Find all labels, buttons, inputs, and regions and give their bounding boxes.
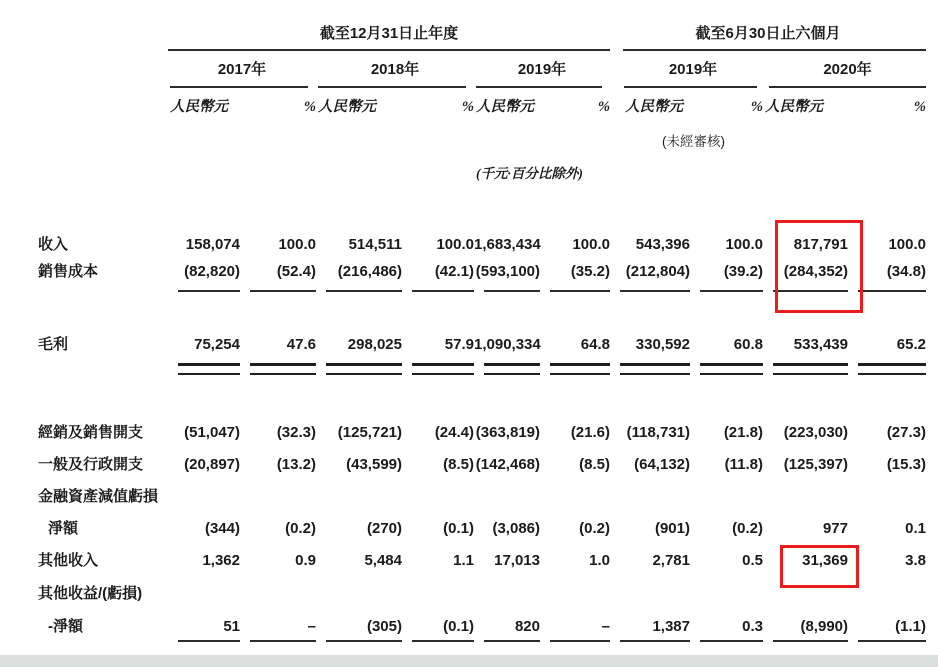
- cell-value: 100.0: [572, 236, 610, 253]
- year-2020-interim: 2020年: [823, 61, 872, 78]
- year-header-row: [38, 61, 926, 78]
- col-header-currency: 人民幣元: [625, 99, 683, 115]
- table-row: [38, 488, 926, 505]
- year-rule: [476, 86, 602, 88]
- cell-value: (0.2): [285, 520, 316, 537]
- cell-value: 533,439: [793, 336, 848, 353]
- table-row: [38, 424, 926, 441]
- cell-value: (3,086): [492, 520, 540, 537]
- single-rule: [700, 640, 763, 642]
- row-label: 收入: [38, 236, 69, 253]
- cell-value: 31,369: [802, 552, 848, 569]
- cell-value: 1,683,434: [474, 236, 541, 253]
- column-header-row: [38, 99, 926, 116]
- single-rule: [550, 640, 610, 642]
- row-label: 銷售成本: [38, 263, 99, 280]
- cell-value: (363,819): [475, 424, 540, 441]
- col-header-percent: %: [750, 99, 763, 115]
- cell-value: 17,013: [494, 552, 540, 569]
- cell-value: (344): [204, 520, 240, 537]
- cell-value: (142,468): [475, 456, 540, 473]
- cell-value: 820: [514, 618, 540, 635]
- cell-value: (125,397): [783, 456, 848, 473]
- annual-group-rule: [168, 49, 610, 51]
- cell-value: 100.0: [278, 236, 316, 253]
- cell-value: (27.3): [886, 424, 926, 441]
- single-rule: [412, 640, 474, 642]
- cell-value: (21.6): [570, 424, 610, 441]
- col-header-percent: %: [597, 99, 610, 115]
- cell-value: (8.5): [579, 456, 610, 473]
- single-rule: [178, 290, 240, 292]
- col-header-currency: 人民幣元: [765, 99, 823, 115]
- double-rule: [326, 363, 402, 375]
- single-rule: [178, 640, 240, 642]
- cell-value: (39.2): [723, 263, 763, 280]
- cell-value: 1.0: [589, 552, 610, 569]
- row-label: 其他收益/(虧損): [38, 585, 143, 602]
- col-header-currency: 人民幣元: [476, 99, 534, 115]
- cell-value: (15.3): [886, 456, 926, 473]
- double-rule: [250, 363, 316, 375]
- year-rule-row: [38, 86, 926, 88]
- table-row: [38, 618, 926, 635]
- double-rule: [412, 363, 474, 375]
- col-header-percent: %: [303, 99, 316, 115]
- cell-value: 1,090,334: [474, 336, 541, 353]
- cell-value: (223,030): [783, 424, 848, 441]
- cell-value: (305): [366, 618, 402, 635]
- highlight-box-other-income-2020: [780, 545, 859, 588]
- double-rule: [178, 363, 240, 375]
- double-rule: [700, 363, 763, 375]
- cell-value: (42.1): [434, 263, 474, 280]
- cell-value: 2,781: [652, 552, 690, 569]
- double-rule: [773, 363, 848, 375]
- year-rule: [624, 86, 757, 88]
- table-row: [38, 456, 926, 473]
- cell-value: (0.2): [579, 520, 610, 537]
- cell-value: 65.2: [896, 336, 926, 353]
- cell-value: (1.1): [895, 618, 926, 635]
- subtotal-rule-row: [38, 640, 926, 642]
- cell-value: 514,511: [348, 236, 402, 253]
- cell-value: (52.4): [276, 263, 316, 280]
- cell-value: (125,721): [337, 424, 402, 441]
- bottom-gray-band: [0, 655, 938, 667]
- cell-value: (20,897): [184, 456, 240, 473]
- single-rule: [484, 640, 540, 642]
- cell-value: (0.2): [732, 520, 763, 537]
- cell-value: 57.9: [444, 336, 474, 353]
- cell-value: (212,804): [625, 263, 690, 280]
- cell-value: (216,486): [337, 263, 402, 280]
- cell-value: (593,100): [475, 263, 540, 280]
- double-rule: [550, 363, 610, 375]
- single-rule: [484, 290, 540, 292]
- cell-value: 298,025: [347, 336, 402, 353]
- cell-value: 0.9: [295, 552, 316, 569]
- cell-value: (8,990): [800, 618, 848, 635]
- cell-value: 51: [223, 618, 240, 635]
- cell-value: (8.5): [443, 456, 474, 473]
- cell-value: 100.0: [888, 236, 926, 253]
- single-rule: [858, 290, 926, 292]
- single-rule: [620, 640, 690, 642]
- single-rule: [250, 290, 316, 292]
- cell-value: 330,592: [635, 336, 690, 353]
- row-label: 金融資產減值虧損: [38, 488, 159, 505]
- cell-value: (34.8): [886, 263, 926, 280]
- interim-group-rule: [623, 49, 926, 51]
- row-label: 毛利: [38, 336, 69, 353]
- cell-value: 5,484: [364, 552, 402, 569]
- single-rule: [700, 290, 763, 292]
- cell-value: (901): [654, 520, 690, 537]
- double-rule: [858, 363, 926, 375]
- cell-value: 0.5: [742, 552, 763, 569]
- year-2019: 2019年: [517, 61, 567, 78]
- cell-value: (43,599): [346, 456, 402, 473]
- unaudited-note-row: [38, 133, 926, 150]
- single-rule: [858, 640, 926, 642]
- cell-value: (0.1): [443, 618, 474, 635]
- year-2017: 2017年: [217, 61, 267, 78]
- cell-value: (284,352): [783, 263, 848, 280]
- single-rule: [773, 640, 848, 642]
- period-annual-title: 截至12月31日止年度: [319, 25, 459, 42]
- single-rule: [412, 290, 474, 292]
- row-label: 淨額: [48, 520, 79, 537]
- table-row: [38, 520, 926, 537]
- single-rule: [620, 290, 690, 292]
- cell-value: (32.3): [276, 424, 316, 441]
- row-label: 其他收入: [38, 552, 99, 569]
- cell-value: 977: [822, 520, 848, 537]
- highlight-box-revenue-2020: [775, 220, 863, 313]
- cell-value: (0.1): [443, 520, 474, 537]
- row-label: 經銷及銷售開支: [38, 424, 144, 441]
- cell-value: 1,387: [652, 618, 690, 635]
- period-group-rule-row: [38, 49, 926, 51]
- cell-value: 100.0: [436, 236, 474, 253]
- cell-value: (24.4): [434, 424, 474, 441]
- single-rule: [550, 290, 610, 292]
- units-note-row: [38, 165, 926, 182]
- period-group-header-row: [38, 25, 926, 42]
- cell-value: 64.8: [580, 336, 610, 353]
- cell-value: 60.8: [733, 336, 763, 353]
- row-label: -淨額: [48, 618, 83, 635]
- col-header-percent: %: [913, 99, 926, 115]
- single-rule: [326, 640, 402, 642]
- unaudited-note: (未經審核): [662, 134, 725, 149]
- col-header-currency: 人民幣元: [318, 99, 376, 115]
- cell-value: (51,047): [184, 424, 240, 441]
- cell-value: 0.1: [905, 520, 926, 537]
- double-rule: [620, 363, 690, 375]
- units-note: (千元·百分比除外): [476, 166, 583, 181]
- col-header-currency: 人民幣元: [170, 99, 228, 115]
- period-interim-title: 截至6月30日止六個月: [695, 25, 841, 42]
- cell-value: (11.8): [724, 456, 763, 473]
- year-2019-interim: 2019年: [668, 61, 718, 78]
- table-row: [38, 336, 926, 353]
- cell-value: (82,820): [184, 263, 240, 280]
- cell-value: 1.1: [453, 552, 474, 569]
- year-rule: [318, 86, 466, 88]
- year-rule: [170, 86, 308, 88]
- cell-value: 0.3: [742, 618, 763, 635]
- cell-value: –: [307, 618, 316, 635]
- cell-value: (13.2): [276, 456, 316, 473]
- cell-value: 1,362: [202, 552, 240, 569]
- cell-value: 3.8: [905, 552, 926, 569]
- cell-value: 543,396: [635, 236, 690, 253]
- cell-value: (270): [366, 520, 402, 537]
- cell-value: 817,791: [793, 236, 848, 253]
- row-label: 一般及行政開支: [38, 456, 144, 473]
- cell-value: (118,731): [626, 424, 690, 441]
- single-rule: [326, 290, 402, 292]
- cell-value: 100.0: [725, 236, 763, 253]
- year-rule: [769, 86, 926, 88]
- total-double-rule-row: [38, 363, 926, 375]
- cell-value: (21.8): [723, 424, 763, 441]
- cell-value: –: [601, 618, 610, 635]
- cell-value: 158,074: [185, 236, 240, 253]
- single-rule: [250, 640, 316, 642]
- cell-value: 75,254: [194, 336, 240, 353]
- cell-value: (64,132): [634, 456, 690, 473]
- year-2018: 2018年: [370, 61, 420, 78]
- cell-value: (35.2): [570, 263, 610, 280]
- col-header-percent: %: [461, 99, 474, 115]
- double-rule: [484, 363, 540, 375]
- cell-value: 47.6: [286, 336, 316, 353]
